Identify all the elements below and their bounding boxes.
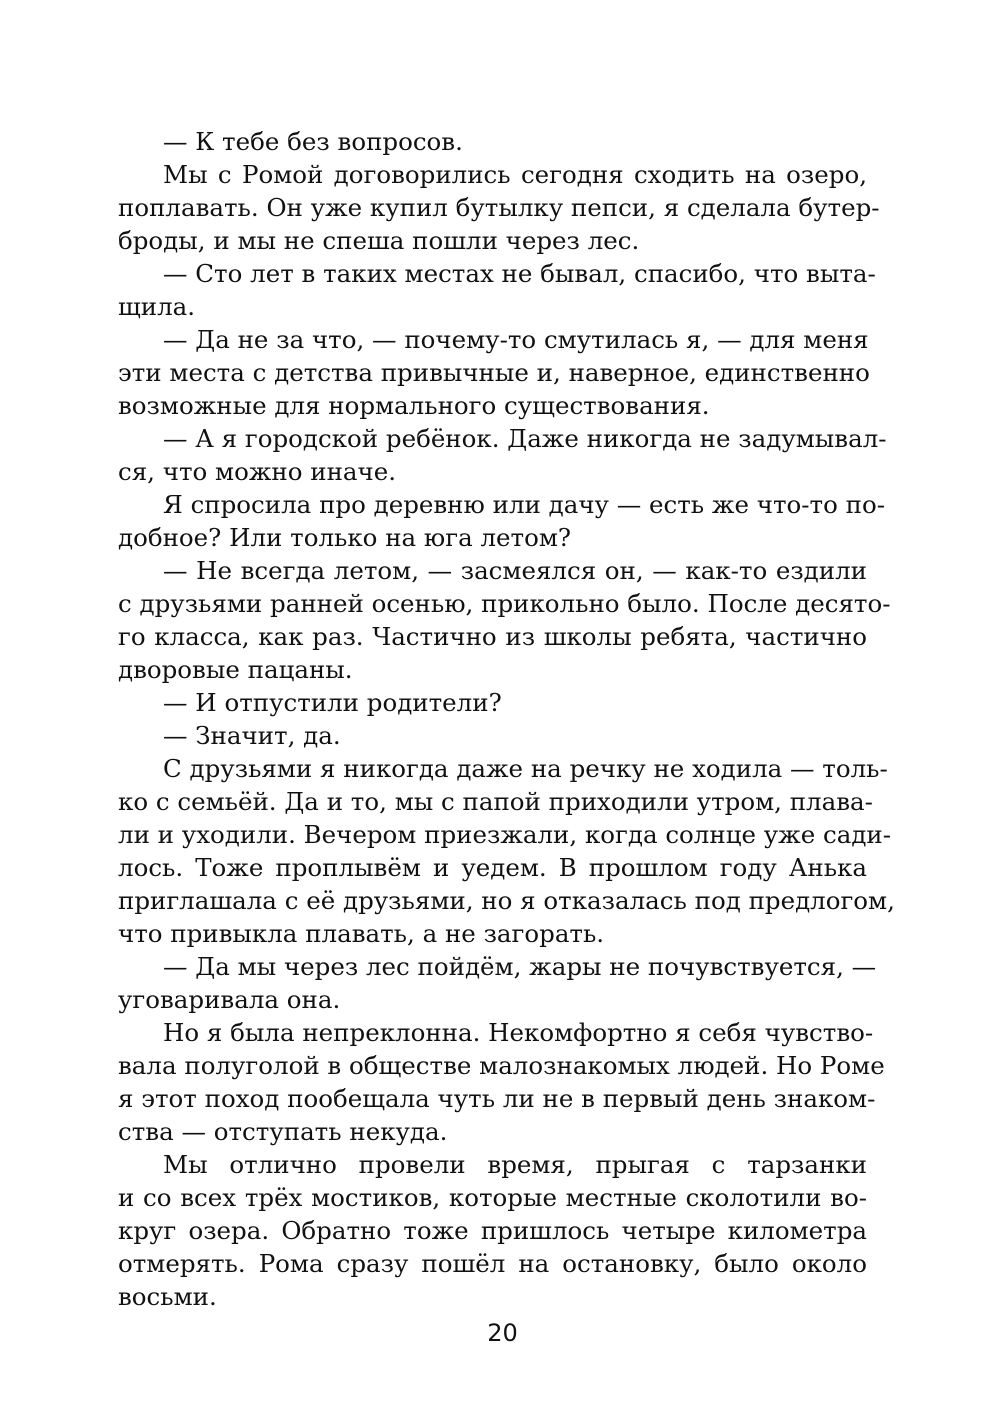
text-line-content: — Да мы через лес пойдём, жары не почувствуется, — [163,952,877,981]
text-line-content: и со всех трёх мостиков, которые местные сколотили во- [118,1183,867,1212]
text-line [118,983,867,1016]
text-line-content: что привыкла плавать, а не загорать. [118,919,605,948]
text-line-content: я этот поход пообещала чуть ли не в первый день знаком- [118,1084,876,1113]
text-line-content: круг озера. Обратно тоже пришлось четыре километра [118,1216,867,1245]
text-line-content: приглашала с её друзьями, но я отказалась под предлогом, [118,886,895,915]
text-line [118,1082,876,1115]
text-line [118,785,873,818]
text-line [118,752,888,785]
text-line-content: отмерять. Рома сразу пошёл на остановку, было около [118,1249,867,1278]
text-line [118,1214,867,1247]
text-line-content: восьми. [118,1282,217,1311]
text-line [118,521,867,554]
text-line [118,1016,874,1049]
text-line [118,884,895,917]
text-line [118,356,870,389]
text-line-content: поплавать. Он уже купил бутылку пепси, я сделала бутер- [118,193,880,222]
text-line [118,818,892,851]
text-line [118,323,867,356]
text-line-content: — Значит, да. [163,721,341,750]
text-line [118,422,887,455]
text-line-content: добное? Или только на юга летом? [118,523,572,552]
text-line [118,851,867,884]
text-line [118,158,867,191]
text-line [118,554,867,587]
text-line [118,389,867,422]
text-line [118,719,867,752]
text-line [118,455,867,488]
text-line-content: Я спросила про деревню или дачу — есть же что-то по- [163,490,885,519]
text-line-content: Мы с Ромой договорились сегодня сходить на озеро, [163,160,867,189]
text-line [118,686,867,719]
text-line [118,290,867,323]
text-line-content: дворовые пацаны. [118,655,353,684]
text-line [118,653,867,686]
text-line-content: с друзьями ранней осенью, прикольно было. После десято- [118,589,891,618]
text-line-content: — Не всегда летом, — засмеялся он, — как-то ездили [163,556,867,585]
text-line-content: го класса, как раз. Частично из школы ребята, частично [118,622,867,651]
text-line [118,488,885,521]
text-line-content: уговаривала она. [118,985,341,1014]
text-line-content: ства — отступать некуда. [118,1117,448,1146]
text-line-content: — Да не за что, — почему-то смутилась я, — для меня [163,325,869,354]
text-line-content: Но я была непреклонна. Некомфортно я себя чувство- [163,1018,874,1047]
page-body-text [118,125,895,1313]
text-line [118,1181,867,1214]
text-line [118,917,867,950]
text-line [118,125,867,158]
text-line-content: эти места с детства привычные и, наверное, единственно [118,358,870,387]
text-line [118,587,891,620]
text-line [118,1247,867,1280]
text-line [118,191,880,224]
text-line [118,1115,867,1148]
page-number: 20 [487,1319,518,1347]
text-line-content: Мы отлично провели время, прыгая с тарзанки [163,1150,867,1179]
text-line [118,1049,885,1082]
text-line [118,224,867,257]
text-line-content: — И отпустили родители? [163,688,502,717]
text-line [118,950,877,983]
text-line-content: броды, и мы не спеша пошли через лес. [118,226,640,255]
text-line-content: — Сто лет в таких местах не бывал, спасибо, что выта- [163,259,876,288]
text-line-content: — А я городской ребёнок. Даже никогда не задумывал- [163,424,887,453]
text-line-content: лось. Тоже проплывём и уедем. В прошлом году Анька [118,853,867,882]
text-line-content: ся, что можно иначе. [118,457,397,486]
text-line-content: ли и уходили. Вечером приезжали, когда солнце уже сади- [118,820,892,849]
text-line [118,620,867,653]
text-line [118,257,876,290]
text-line-content: возможные для нормального существования. [118,391,710,420]
text-line-content: ко с семьёй. Да и то, мы с папой приходили утром, плава- [118,787,873,816]
text-line-content: С друзьями я никогда даже на речку не ходила — толь- [163,754,888,783]
text-line-content: вала полуголой в обществе малознакомых людей. Но Роме [118,1051,885,1080]
text-line-content: щила. [118,292,196,321]
text-line [118,1148,867,1181]
text-line-content: — К тебе без вопросов. [163,127,463,156]
text-line [118,1280,867,1313]
